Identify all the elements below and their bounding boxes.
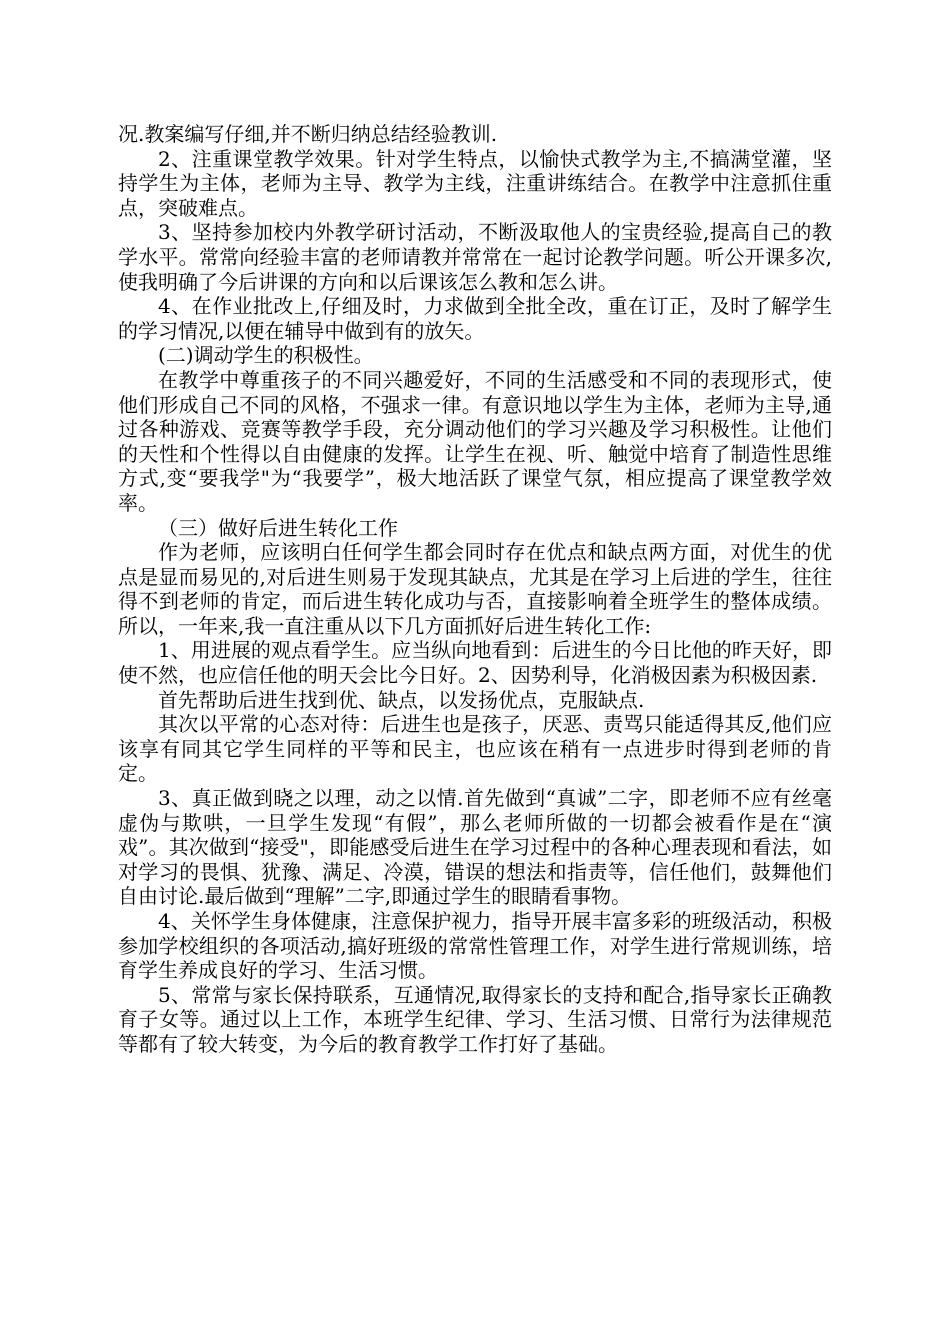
paragraph-point-5: 5、常常与家长保持联系，互通情况,取得家长的支持和配合,指导家长正确教育子女等。通过以上工作，本班学生纪律、学习、生活习惯、日常行为法律规范等都有了较大转变，为今后的教育教学工作打好了基础。 (118, 982, 832, 1056)
paragraph-item-4: 4、在作业批改上,仔细及时，力求做到全批全改，重在订正，及时了解学生的学习情况,以便在辅导中做到有的放矢。 (118, 294, 832, 343)
paragraph-point-4: 4、关怀学生身体健康，注意保护视力，指导开展丰富多彩的班级活动，积极参加学校组织的各项活动,搞好班级的常常性管理工作，对学生进行常规训练，培育学生养成良好的学习、生活习惯。 (118, 909, 832, 983)
paragraph-intro: 作为老师，应该明白任何学生都会同时存在优点和缺点两方面，对优生的优点是显而易见的,对后进生则易于发现其缺点，尤其是在学习上后进的学生，往往得不到老师的肯定，而后进生转化成功与否，直接影响着全班学生的整体成绩。所以，一年来,我一直注重从以下几方面抓好后进生转化工作: (118, 540, 832, 638)
section-heading-3: （三）做好后进生转化工作 (158, 515, 398, 540)
paragraph-point-1-2: 1、用进展的观点看学生。应当纵向地看到：后进生的今日比他的昨天好，即使不然，也应信任他的明天会比今日好。2、因势利导，化消极因素为积极因素. (118, 638, 832, 688)
paragraph-second: 其次以平常的心态对待：后进生也是孩子，厌恶、责骂只能适得其反,他们应该享有同其它学生同样的平等和民主，也应该在稍有一点进步时得到老师的肯定。 (118, 712, 832, 786)
paragraph-motivation: 在教学中尊重孩子的不同兴趣爱好，不同的生活感受和不同的表现形式，使他们形成自己不同的风格，不强求一律。有意识地以学生为主体，老师为主导,通过各种游戏、竞赛等教学手段，充分调动他们的学习兴趣及学习积极性。让他们的天性和个性得以自由健康的发挥。让学生在视、听、触觉中培育了制造性思维方式,变“要我学"为“我要学”，极大地活跃了课堂气氛，相应提高了课堂教学效率。 (118, 367, 832, 515)
document-body (118, 122, 832, 1057)
paragraph-item-3: 3、坚持参加校内外教学研讨活动，不断汲取他人的宝贵经验,提高自己的教学水平。常常向经验丰富的老师请教并常常在一起讨论教学问题。听公开课多次,使我明确了今后讲课的方向和以后课该怎么教和怎么讲。 (118, 220, 832, 294)
paragraph-item-2: 2、注重课堂教学效果。针对学生特点，以愉快式教学为主,不搞满堂灌，坚持学生为主体，老师为主导、教学为主线，注重讲练结合。在教学中注意抓住重点，突破难点。 (118, 146, 832, 220)
paragraph-continuation: 况.教案编写仔细,并不断归纳总结经验教训. (118, 122, 498, 146)
paragraph-first: 首先帮助后进生找到优、缺点，以发扬优点，克服缺点. (158, 687, 645, 712)
paragraph-point-3: 3、真正做到晓之以理，动之以情.首先做到“真诚”二字，即老师不应有丝毫虚伪与欺哄，一旦学生发现“有假”，那么老师所做的一切都会被看作是在“演戏”。其次做到“接受"，即能感受后进生在学习过程中的各种心理表现和看法，如对学习的畏惧、犹豫、满足、冷漠，错误的想法和指责等，信任他们，鼓舞他们自由讨论.最后做到“理解”二字,即通过学生的眼睛看事物。 (118, 786, 832, 909)
section-heading-2: (二)调动学生的积极性。 (158, 343, 374, 368)
